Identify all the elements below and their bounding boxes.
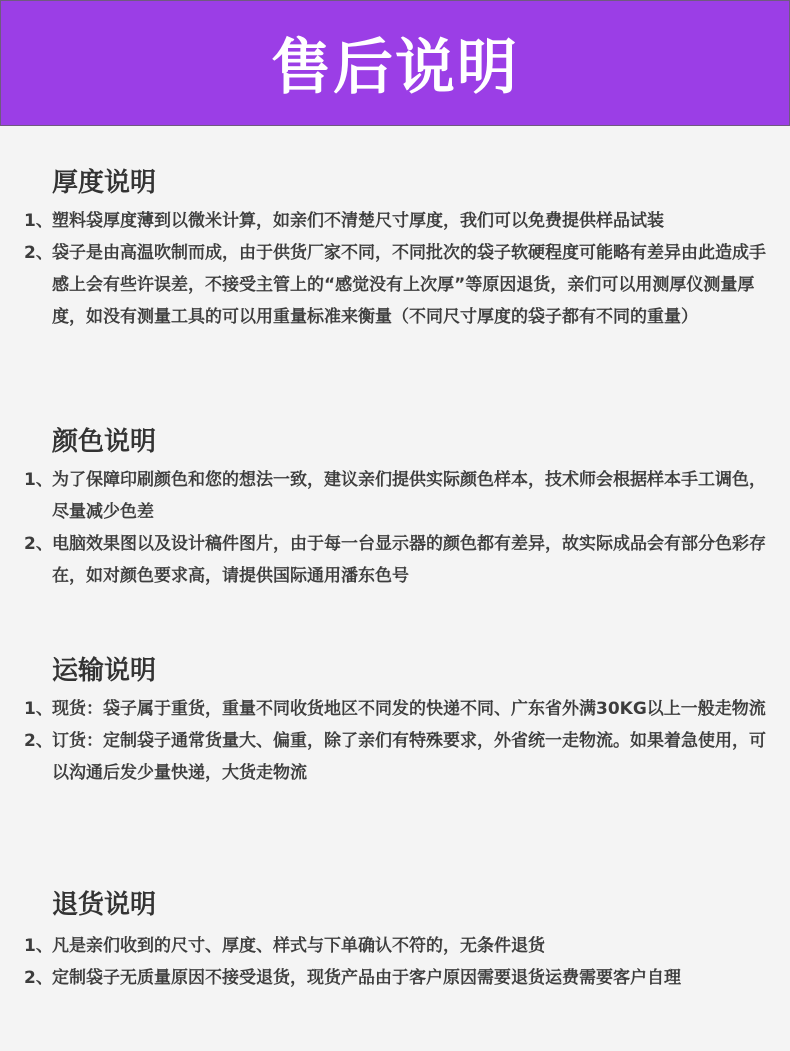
item-number: 1、 [24, 470, 53, 490]
section-title-color: 颜色说明 [52, 427, 157, 457]
page-title: 售后说明 [271, 33, 519, 103]
list-item [0, 464, 790, 528]
item-number: 1、 [24, 211, 53, 231]
item-text: 凡是亲们收到的尺寸、厚度、样式与下单确认不符的，无条件退货 [52, 936, 545, 956]
list-item [0, 693, 790, 725]
list-item [0, 962, 790, 994]
item-number: 2、 [24, 968, 53, 988]
list-item [0, 528, 790, 592]
item-text: 电脑效果图以及设计稿件图片，由于每一台显示器的颜色都有差异，故实际成品会有部分色彩存在，如对颜色要求高，请提供国际通用潘东色号 [52, 534, 766, 586]
section-title-shipping: 运输说明 [52, 656, 157, 686]
list-item [0, 725, 790, 789]
item-text: 为了保障印刷颜色和您的想法一致，建议亲们提供实际颜色样本，技术师会根据样本手工调色，尽量减少色差 [52, 470, 766, 522]
header-banner [0, 0, 790, 126]
list-item [0, 237, 790, 333]
list-item [0, 205, 790, 237]
returns-items [0, 930, 790, 994]
list-item [0, 930, 790, 962]
section-title-returns: 退货说明 [52, 890, 157, 920]
item-number: 2、 [24, 243, 53, 263]
shipping-items [0, 693, 790, 789]
item-text: 订货：定制袋子通常货量大、偏重，除了亲们有特殊要求，外省统一走物流。如果着急使用，可以沟通后发少量快递，大货走物流 [52, 731, 766, 783]
section-title-thickness: 厚度说明 [52, 168, 157, 198]
color-items [0, 464, 790, 592]
item-text: 袋子是由高温吹制而成，由于供货厂家不同，不同批次的袋子软硬程度可能略有差异由此造成手感上会有些许误差，不接受主管上的“感觉没有上次厚”等原因退货，亲们可以用测厚仪测量厚度，如没有测量工具的可以用重量标准来衡量（不同尺寸厚度的袋子都有不同的重量） [52, 243, 766, 327]
item-text: 定制袋子无质量原因不接受退货，现货产品由于客户原因需要退货运费需要客户自理 [52, 968, 681, 988]
item-number: 1、 [24, 936, 53, 956]
item-text: 现货：袋子属于重货，重量不同收货地区不同发的快递不同、广东省外满30KG以上一般走物流 [52, 699, 766, 719]
item-number: 1、 [24, 699, 53, 719]
item-number: 2、 [24, 534, 53, 554]
thickness-items [0, 205, 790, 333]
item-number: 2、 [24, 731, 53, 751]
item-text: 塑料袋厚度薄到以微米计算，如亲们不清楚尺寸厚度，我们可以免费提供样品试装 [52, 211, 664, 231]
